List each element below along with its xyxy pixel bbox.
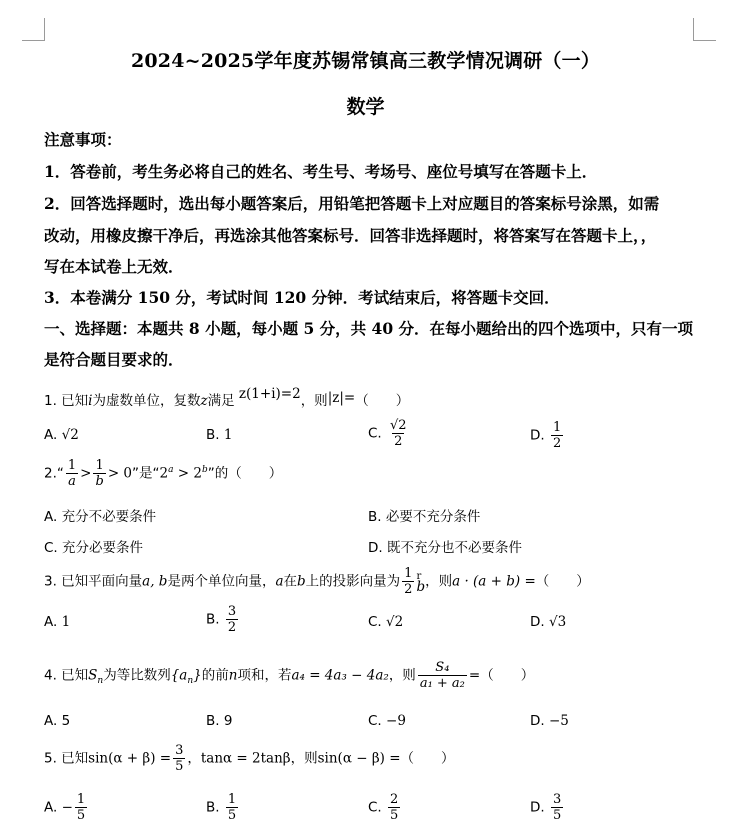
- notice-item-2-line-2: 改动，用橡皮擦干净后，再选涂其他答案标号．回答非选择题时，将答案写在答题卡上，，: [44, 226, 657, 245]
- q5-option-a: A. − $\frac{1}{5}$: [44, 792, 86, 823]
- notice-item-2-line-3: 写在本试卷上无效．: [44, 257, 184, 276]
- q1-option-b: B. 1: [206, 427, 233, 443]
- q2-option-a: A. 充分不必要条件: [44, 509, 157, 525]
- notice-item-2-line-1: 2．回答选择题时，选出每小题答案后，用铅笔把答题卡上对应题目的答案标号涂黑，如需: [44, 194, 660, 213]
- question-4: 4. 已知$S_n$为等比数列$\{a_n\}$的前n项和，若a₄ = 4a₃ − 4a₂，则 $\frac{\text{S₄}}{\text{a₁ + a₂}}$ =（ ）: [44, 660, 535, 691]
- notice-heading: 注意事项：: [44, 130, 122, 149]
- q2-option-c: C. 充分必要条件: [44, 540, 144, 556]
- corner-mark-top-right: [693, 18, 716, 41]
- q1-option-d: D. $\frac{1}{2}$: [530, 420, 562, 451]
- q5-option-d: D. $\frac{3}{5}$: [530, 792, 562, 823]
- question-3: 3. 已知平面向量a, b是两个单位向量，a在b上的投影向量为 $\frac{1}{2}$ r b ，则a · (a + b) =（ ）: [44, 566, 590, 597]
- section-1-line-2: 是符合题目要求的．: [44, 350, 184, 369]
- q1-equation: z(1+i)=2: [238, 386, 301, 402]
- exam-title: 2024~2025学年度苏锡常镇高三教学情况调研（一）: [130, 50, 601, 72]
- section-1-line-1: 一、选择题：本题共 8 小题，每小题 5 分，共 40 分．在每小题给出的四个选项中，只有一项: [44, 319, 694, 338]
- q3-option-d: D. √3: [530, 614, 567, 630]
- exam-subject: 数学: [346, 96, 385, 118]
- q1-abs: |z|=: [327, 390, 356, 406]
- q1-option-a: A. √2: [44, 427, 79, 443]
- question-1: 1. 已知i为虚数单位，复数z满足 z(1+i)=2，则|z|=（ ）: [44, 386, 410, 409]
- corner-mark-top-left: [22, 18, 45, 41]
- q4-option-b: B. 9: [206, 713, 233, 729]
- q3-option-c: C. √2: [368, 614, 404, 630]
- q4-option-d: D. −5: [530, 713, 569, 729]
- question-2: 2.“ $\frac{1}{a}$ > $\frac{1}{b}$ > 0”是“$2^a > 2^b$”的（ ）: [44, 458, 283, 489]
- q4-option-a: A. 5: [44, 713, 71, 729]
- q2-option-d: D. 既不充分也不必要条件: [368, 540, 522, 556]
- notice-item-3: 3．本卷满分 150 分，考试时间 120 分钟．考试结束后，将答题卡交回．: [44, 288, 560, 307]
- q2-option-b: B. 必要不充分条件: [368, 509, 481, 525]
- q1-option-c: C. $\frac{√2}{2}$: [368, 418, 407, 449]
- q3-option-a: A. 1: [44, 614, 71, 630]
- q3-option-b: B. $\frac{3}{2}$: [206, 604, 237, 635]
- question-5: 5. 已知sin(α + β) = $\frac{3}{5}$ ，tanα = 2tanβ，则sin(α − β) =（ ）: [44, 743, 455, 774]
- q5-option-b: B. $\frac{1}{5}$: [206, 792, 237, 823]
- q4-option-c: C. −9: [368, 713, 406, 729]
- notice-item-1: 1．答卷前，考生务必将自己的姓名、考生号、考场号、座位号填写在答题卡上．: [44, 162, 598, 181]
- q5-option-c: C. $\frac{2}{5}$: [368, 792, 399, 823]
